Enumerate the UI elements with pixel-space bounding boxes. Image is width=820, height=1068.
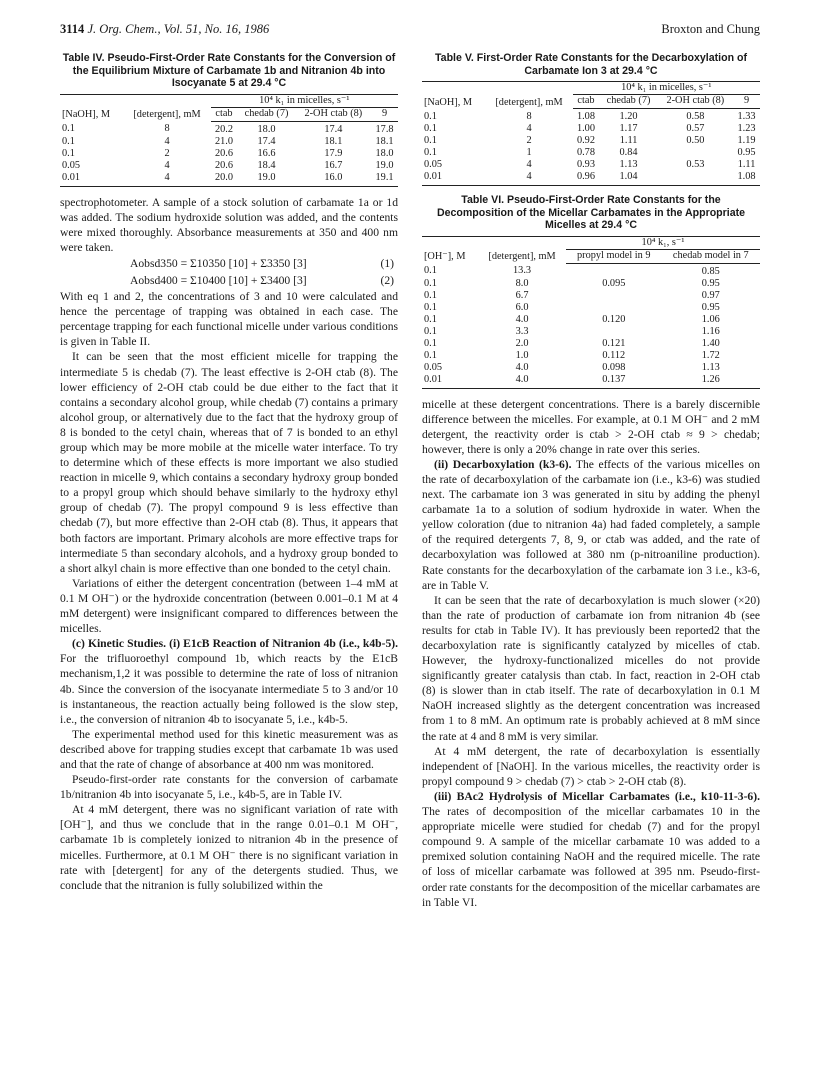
paragraph: spectrophotometer. A sample of a stock solution of carbamate 1a or 1d was added. The sodium hydroxide solution was added, and the contents were mixed thoroughly. Absorbance measurements at 350 and 400 nm were taken. bbox=[60, 195, 398, 254]
table-cell: 17.9 bbox=[324, 147, 343, 159]
table-cell: 1 bbox=[526, 147, 532, 158]
table-cell: 18.0 bbox=[257, 123, 276, 135]
table-cell: 1.23 bbox=[737, 123, 756, 134]
paragraph-text: For the trifluoroethyl compound 1b, which reacts by the E1cB mechanism,1,2 it was possible to determine the rate of loss of nitranion 4b. Since the conversion of the isocyanate intermediate 5 to 3 and/or 10 is instantaneous, the reaction actually being followed is the slow step, i.e., the conversion of nitranion 4b to isocyanate 5, i.e., k4b-5. bbox=[60, 652, 398, 726]
table-cell bbox=[658, 171, 733, 186]
table-iv-header-detergent: [detergent], mM bbox=[124, 94, 211, 121]
table-vi-caption: Table VI. Pseudo-First-Order Rate Constants for the Decomposition of the Micellar Carbamates in the Appropriate Micelles at 29.4 °C bbox=[436, 194, 746, 231]
table-cell: 0.112 bbox=[602, 349, 626, 361]
table-cell: 0.84 bbox=[619, 147, 638, 158]
table-cell: 6.7 bbox=[515, 289, 529, 301]
table-cell: 20.0 bbox=[211, 172, 238, 187]
table-row bbox=[422, 374, 760, 389]
table-cell: 0.1 bbox=[62, 147, 75, 159]
table-cell: 0.85 bbox=[701, 265, 720, 277]
equation-2-number: (2) bbox=[380, 273, 394, 287]
table-cell: 0.92 bbox=[576, 135, 595, 146]
table-vi-grid bbox=[422, 236, 760, 389]
table-cell: 20.2 bbox=[214, 123, 233, 135]
equation-1-number: (1) bbox=[380, 256, 394, 270]
table-row bbox=[422, 326, 760, 338]
table-v-header-9: 9 bbox=[733, 95, 760, 109]
table-row bbox=[422, 350, 760, 362]
table-cell: 18.4 bbox=[257, 159, 276, 171]
table-cell: 1.00 bbox=[576, 123, 595, 134]
table-cell: 0.095 bbox=[602, 277, 626, 289]
table-cell: 1.19 bbox=[737, 135, 756, 146]
table-cell: 0.50 bbox=[686, 135, 705, 146]
paragraph: The experimental method used for this kinetic measurement was as described above for trapping studies except that carbamate 1b was used and that the rate of change of absorbance at 400 nm was monitored. bbox=[60, 727, 398, 771]
table-row bbox=[60, 172, 398, 187]
table-v-header-2oh-ctab: 2-OH ctab (8) bbox=[658, 95, 733, 109]
table-row bbox=[422, 338, 760, 350]
table-cell: 20.6 bbox=[214, 147, 233, 159]
paragraph: It can be seen that the most efficient micelle for trapping the intermediate 5 is chedab (7). The least effective is 2-OH ctab (8). The lower efficiency of 2-OH ctab could be due either to the fact that it contains a secondary alcohol group, while chedab (7) contains a primary alcohol group, or alternatively due to the fact that the hydroxy group of 8 is bonded to the cetyl chain, whereas that of 7 is bonded to an ethyl group which may be more mobile at the micelle water interface. To try to determine which of these effects is more important we also studied reaction in micelle 9, which contains a secondary hydroxy group bonded to a propyl group which should behave similarly to the hydroxy ethyl group of chedab (7). The propyl compound 9 is less effective than chedab (7), but more effective than 2-OH ctab (8). Thus, it appears that both factors are important. Primary alcohols are more effective traps for intermediate 5 than secondary alcohols, and a hydroxy group bonded to a short alkyl chain is more effective than one bonded to the cetyl chain. bbox=[60, 350, 398, 575]
table-iv-header-naoh: [NaOH], M bbox=[60, 94, 124, 121]
table-cell bbox=[566, 263, 662, 278]
paragraph-text: The effects of the various micelles on the rate of decarboxylation of the carbamate ion (i.e., k3-6) was studied next. The carbamate ion 3 was generated in situ by adding the phenyl carbamate 1a to a solution of sodium hydroxide in water. When the yellow coloration (due to nitranion 4a) had faded completely, a sample of the required detergents 7, 8, 9, or ctab was added, and the rate of decarboxylation was followed at 380 nm (p-nitroaniline production). Rate constants for the decarboxylation of the carbamate ion 3 i.e., k3-6, are in Table V. bbox=[422, 457, 760, 592]
table-cell: 18.1 bbox=[375, 135, 394, 147]
table-cell: 17.8 bbox=[375, 123, 394, 135]
paragraph: Pseudo-first-order rate constants for the conversion of carbamate 1b/nitranion 4b into isocyanate 5, i.e., k4b-5, are in Table IV. bbox=[60, 773, 398, 802]
table-cell: 4.0 bbox=[515, 313, 529, 325]
table-cell: 0.05 bbox=[424, 361, 443, 373]
table-row bbox=[60, 148, 398, 160]
table-v-header-naoh: [NaOH], M bbox=[422, 82, 486, 109]
table-cell: 3.3 bbox=[515, 325, 529, 337]
table-cell: 0.95 bbox=[737, 147, 756, 158]
table-v-header-chedab: chedab (7) bbox=[599, 95, 657, 109]
paragraph-text: The rates of decomposition of the micellar carbamates 10 in the appropriate micelle were studied for chedab (7) and for the propyl compound 9. A sample of the micellar carbamate 10 was added to a premixed solution containing NaOH and the required micelle. The rate of loss of micellar carbamate was followed at 395 nm. Pseudo-first-order rate constants for the decomposition of the micellar carbamates are in Table VI. bbox=[422, 805, 761, 909]
table-cell: 0.96 bbox=[573, 171, 600, 186]
paragraph: With eq 1 and 2, the concentrations of 3 and 10 were calculated and hence the percentage of trapping was obtained in each case. The percentage trapping for each functional micelle under various conditions is given in Table II. bbox=[60, 290, 398, 349]
table-cell: 0.95 bbox=[701, 277, 720, 289]
table-cell: 0.05 bbox=[424, 159, 443, 170]
table-cell: 13.3 bbox=[513, 265, 532, 277]
table-v-span-header: 10⁴ k₁ in micelles, s⁻¹ bbox=[573, 82, 760, 95]
table-cell: 4.0 bbox=[515, 361, 529, 373]
table-cell: 4 bbox=[164, 135, 170, 147]
table-cell: 0.1 bbox=[424, 349, 437, 361]
equation-2-body: Aobsd400 = Σ10400 [10] + Σ3400 [3] bbox=[130, 273, 307, 287]
table-cell: 0.1 bbox=[424, 301, 437, 313]
table-row bbox=[422, 123, 760, 135]
table-cell: 17.4 bbox=[257, 135, 276, 147]
table-row bbox=[422, 278, 760, 290]
table-v-header-detergent: [detergent], mM bbox=[486, 82, 573, 109]
table-cell: 1.20 bbox=[619, 111, 638, 122]
table-vi-header-chedab: chedab model in 7 bbox=[662, 249, 760, 263]
table-cell: 19.0 bbox=[375, 159, 394, 171]
paragraph: micelle at these detergent concentrations. There is a barely discernible difference between the micelles. For example, at 0.1 M OH⁻ and 2 mM detergent, the reactivity order is ctab > 2-OH ctab ≈ 9 > chedab; however, there is only a 20% change in rate over this series. bbox=[422, 397, 760, 456]
paragraph: Variations of either the detergent concentration (between 1–4 mM at 0.1 M OH⁻) or the hydroxide concentration (between 0.001–0.1 M at 4 mM detergent) were insignificant compared to differences between the micelles. bbox=[60, 576, 398, 636]
table-cell: 4 bbox=[486, 171, 573, 186]
table-cell: 0.58 bbox=[686, 111, 705, 122]
right-column bbox=[422, 52, 760, 910]
table-cell: 1.13 bbox=[619, 159, 638, 170]
table-cell: 4 bbox=[124, 172, 211, 187]
table-cell: 0.121 bbox=[602, 337, 626, 349]
table-cell: 19.0 bbox=[237, 172, 295, 187]
table-cell: 0.1 bbox=[424, 337, 437, 349]
table-iv-span-header: 10⁴ k₁ in micelles, s⁻¹ bbox=[211, 94, 398, 107]
table-cell: 1.13 bbox=[701, 361, 720, 373]
table-cell: 6.0 bbox=[515, 301, 529, 313]
table-iv-header-ctab: ctab bbox=[211, 107, 238, 121]
table-vi-header-detergent: [detergent], mM bbox=[478, 236, 566, 263]
table-cell: 8 bbox=[164, 123, 170, 135]
table-cell: 1.06 bbox=[701, 313, 720, 325]
table-cell: 16.7 bbox=[324, 159, 343, 171]
table-cell: 19.1 bbox=[371, 172, 398, 187]
equation-1-body: Aobsd350 = Σ10350 [10] + Σ3350 [3] bbox=[130, 256, 307, 270]
paragraph bbox=[422, 457, 760, 593]
equation-2 bbox=[60, 272, 398, 289]
paragraph: At 4 mM detergent, there was no significant variation of rate with [OH⁻], and thus we conclude that in the range 0.01–0.1 M OH⁻, carbamate 1b is completely ionized to nitranion 4b in the presence of micelles. Furthermore, at 0.1 M OH⁻ there is no significant variation in rate with [detergent] for any of the detergents studied. Thus, we conclude that the nitranion is fully solubilized within the bbox=[60, 803, 398, 892]
table-cell: 0.93 bbox=[576, 159, 595, 170]
table-cell: 0.1 bbox=[424, 313, 437, 325]
table-v-header-ctab: ctab bbox=[573, 95, 600, 109]
paragraph: It can be seen that the rate of decarboxylation is much slower (×20) than the rate of production of carbamate ion from nitranion 4b (see results for ctab in Table IV). It has previously been reported2 that the decarboxylation rate is significantly catalyzed by micelles of ctab. However, the hydroxy-functionalized micelles do not provide significantly greater catalysis than ctab. In fact, reaction in 2-OH ctab (8) is slower than in ctab itself. The rate of decarboxylation in 0.1 M NaOH increased slightly as the detergent concentration was increased from 1 to 8 mM. An optimum rate is probably achieved at 8 mM since the rate at 4 and 8 mM is very similar. bbox=[422, 593, 760, 743]
table-iv-header-9: 9 bbox=[371, 107, 398, 121]
table-cell: 0.57 bbox=[686, 123, 705, 134]
table-cell: 4 bbox=[526, 159, 532, 170]
table-iv-header-chedab: chedab (7) bbox=[237, 107, 295, 121]
table-cell: 0.098 bbox=[602, 361, 626, 373]
section-heading: (iii) BAc2 Hydrolysis of Micellar Carbamates (i.e., k10-11-3-6). bbox=[434, 789, 760, 803]
table-row bbox=[60, 160, 398, 172]
table-row bbox=[422, 362, 760, 374]
table-cell bbox=[658, 147, 733, 159]
table-cell: 8.0 bbox=[515, 277, 529, 289]
table-cell bbox=[566, 290, 662, 302]
table-cell bbox=[566, 326, 662, 338]
table-cell: 1.17 bbox=[619, 123, 638, 134]
table-cell: 1.08 bbox=[733, 171, 760, 186]
table-cell: 1.40 bbox=[701, 337, 720, 349]
table-v-caption: Table V. First-Order Rate Constants for the Decarboxylation of Carbamate Ion 3 at 29.4 °C bbox=[435, 52, 747, 77]
table-cell: 20.6 bbox=[214, 159, 233, 171]
table-v bbox=[422, 52, 760, 186]
table-cell: 0.95 bbox=[701, 301, 720, 313]
running-head-authors: Broxton and Chung bbox=[661, 22, 760, 36]
table-iv-caption: Table IV. Pseudo-First-Order Rate Constants for the Conversion of the Equilibrium Mixture of Carbamate 1b and Nitranion 4b into Isocyanate 5 at 29.4 °C bbox=[62, 52, 396, 89]
section-heading: (c) Kinetic Studies. (i) E1cB Reaction of Nitranion 4b (i.e., k4b-5). bbox=[72, 637, 398, 651]
table-cell: 0.1 bbox=[424, 265, 437, 277]
table-cell: 16.0 bbox=[296, 172, 371, 187]
table-cell: 1.04 bbox=[599, 171, 657, 186]
table-cell: 2 bbox=[526, 135, 532, 146]
paragraph bbox=[60, 636, 398, 727]
table-cell: 0.137 bbox=[566, 374, 662, 389]
table-cell: 8 bbox=[526, 110, 532, 122]
table-cell: 4 bbox=[526, 123, 532, 134]
table-vi-header-propyl: propyl model in 9 bbox=[566, 249, 662, 263]
table-row bbox=[422, 109, 760, 124]
table-row bbox=[422, 147, 760, 159]
table-cell: 0.01 bbox=[422, 171, 486, 186]
table-iv-grid bbox=[60, 94, 398, 187]
table-v-grid bbox=[422, 81, 760, 186]
table-cell: 21.0 bbox=[214, 135, 233, 147]
table-cell: 0.1 bbox=[424, 123, 437, 134]
paragraph bbox=[422, 789, 760, 910]
table-cell: 18.0 bbox=[375, 147, 394, 159]
table-cell: 0.53 bbox=[686, 159, 705, 170]
table-row bbox=[422, 263, 760, 278]
table-cell: 16.6 bbox=[257, 147, 276, 159]
table-cell: 0.1 bbox=[424, 135, 437, 146]
table-cell: 0.1 bbox=[424, 325, 437, 337]
left-column bbox=[60, 52, 398, 893]
table-cell: 2 bbox=[164, 147, 170, 159]
table-cell: 1.08 bbox=[576, 111, 595, 122]
table-row bbox=[60, 121, 398, 136]
table-cell: 1.0 bbox=[515, 349, 529, 361]
page-number: 3114 bbox=[60, 22, 85, 36]
table-cell: 0.120 bbox=[602, 313, 626, 325]
table-cell: 17.4 bbox=[324, 123, 343, 135]
table-cell: 0.1 bbox=[424, 110, 437, 122]
table-cell: 0.97 bbox=[701, 289, 720, 301]
table-cell: 1.16 bbox=[701, 325, 720, 337]
table-cell bbox=[566, 302, 662, 314]
page-header bbox=[60, 22, 760, 40]
table-cell: 0.78 bbox=[576, 147, 595, 158]
table-cell: 0.01 bbox=[60, 172, 124, 187]
table-iv-header-2oh-ctab: 2-OH ctab (8) bbox=[296, 107, 371, 121]
table-cell: 4 bbox=[164, 159, 170, 171]
table-vi-header-oh: [OH⁻], M bbox=[422, 236, 478, 263]
table-cell: 1.72 bbox=[701, 349, 720, 361]
table-cell: 0.1 bbox=[424, 277, 437, 289]
table-cell: 0.1 bbox=[62, 135, 75, 147]
table-cell: 4.0 bbox=[478, 374, 566, 389]
table-row bbox=[422, 314, 760, 326]
table-cell: 0.01 bbox=[422, 374, 478, 389]
table-iv bbox=[60, 52, 398, 187]
table-cell: 2.0 bbox=[515, 337, 529, 349]
section-heading: (ii) Decarboxylation (k3-6). bbox=[434, 457, 572, 471]
table-cell: 1.26 bbox=[662, 374, 760, 389]
table-cell: 18.1 bbox=[324, 135, 343, 147]
table-cell: 0.1 bbox=[62, 123, 75, 135]
table-cell: 0.1 bbox=[424, 147, 437, 158]
table-cell: 1.11 bbox=[737, 159, 756, 170]
table-row bbox=[422, 302, 760, 314]
equation-1 bbox=[60, 255, 398, 272]
table-cell: 0.05 bbox=[62, 159, 81, 171]
journal-citation: J. Org. Chem., Vol. 51, No. 16, 1986 bbox=[87, 22, 270, 36]
table-vi-span-header: 10⁴ k₁, s⁻¹ bbox=[566, 236, 760, 249]
table-cell: 1.33 bbox=[737, 111, 756, 122]
table-vi bbox=[422, 194, 760, 389]
table-cell: 1.11 bbox=[619, 135, 638, 146]
table-row bbox=[422, 159, 760, 171]
table-row bbox=[422, 290, 760, 302]
table-row bbox=[422, 135, 760, 147]
table-row bbox=[422, 171, 760, 186]
table-row bbox=[60, 136, 398, 148]
paragraph: At 4 mM detergent, the rate of decarboxylation is essentially independent of [NaOH]. In the various micelles, the reactivity order is propyl compound 9 > chedab (7) > ctab > 2-OH ctab (8). bbox=[422, 744, 760, 788]
running-head-left bbox=[60, 22, 269, 37]
table-cell: 0.1 bbox=[424, 289, 437, 301]
